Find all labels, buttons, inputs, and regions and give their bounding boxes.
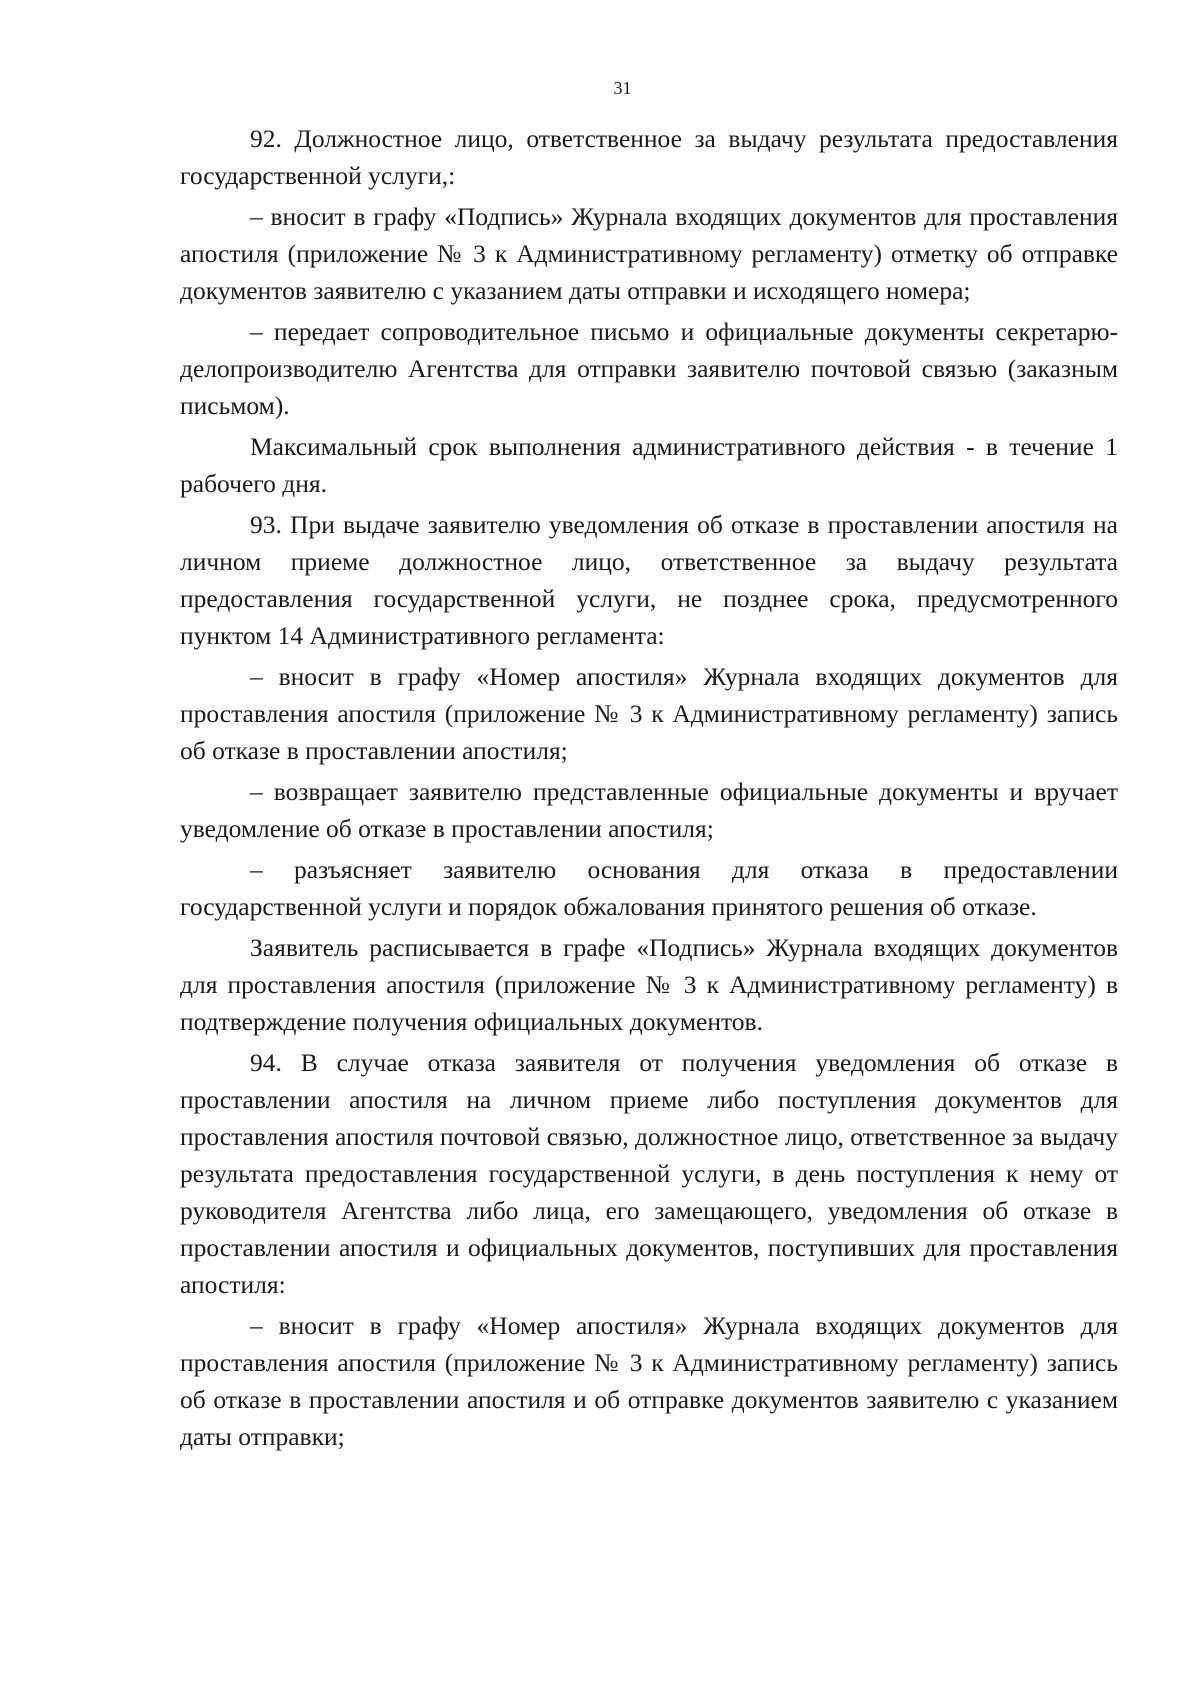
document-body	[180, 120, 1118, 1459]
paragraph-93-item-return-documents: – возвращает заявителю представленные официальные документы и вручает уведомление об отказе в проставлении апостиля;	[180, 777, 1118, 843]
paragraph-92-deadline: Максимальный срок выполнения административного действия - в течение 1 рабочего дня.	[180, 432, 1118, 498]
paragraph-92-item-journal-note: – вносит в графу «Подпись» Журнала входящих документов для проставления апостиля (приложение № 3 к Административному регламенту) отметку об отправке документов заявителю с указанием даты отправки и исходящего номера;	[180, 202, 1118, 305]
paragraph-93-applicant-signature: Заявитель расписывается в графе «Подпись» Журнала входящих документов для проставления апостиля (приложение № 3 к Административному регламенту) в подтверждение получения официальных документов.	[180, 933, 1118, 1036]
paragraph-94-item-journal-record: – вносит в графу «Номер апостиля» Журнала входящих документов для проставления апостиля (приложение № 3 к Административному регламенту) запись об отказе в проставлении апостиля и об отправке документов заявителю с указанием даты отправки;	[180, 1311, 1118, 1451]
page-number: 31	[613, 78, 632, 98]
paragraph-94-intro: 94. В случае отказа заявителя от получения уведомления об отказе в проставлении апостиля на личном приеме либо поступления документов для проставления апостиля почтовой связью, должностное лицо, ответственное за выдачу результата предоставления государственной услуги, в день поступления к нему от руководителя Агентства либо лица, его замещающего, уведомления об отказе в проставлении апостиля и официальных документов, поступивших для проставления апостиля:	[180, 1048, 1118, 1299]
paragraph-92-item-transfer-letter: – передает сопроводительное письмо и официальные документы секретарю-делопроизводителю Агентства для отправки заявителю почтовой связью (заказным письмом).	[180, 317, 1118, 420]
paragraph-93-item-journal-record: – вносит в графу «Номер апостиля» Журнала входящих документов для проставления апостиля (приложение № 3 к Административному регламенту) запись об отказе в проставлении апостиля;	[180, 662, 1118, 765]
paragraph-93-intro: 93. При выдаче заявителю уведомления об отказе в проставлении апостиля на личном приеме должностное лицо, ответственное за выдачу результата предоставления государственной услуги, не позднее срока, предусмотренного пунктом 14 Административного регламента:	[180, 510, 1118, 650]
paragraph-93-item-explain-grounds: – разъясняет заявителю основания для отказа в предоставлении государственной услуги и порядок обжалования принятого решения об отказе.	[180, 855, 1118, 921]
paragraph-92-intro: 92. Должностное лицо, ответственное за выдачу результата предоставления государственной услуги,:	[180, 124, 1118, 190]
